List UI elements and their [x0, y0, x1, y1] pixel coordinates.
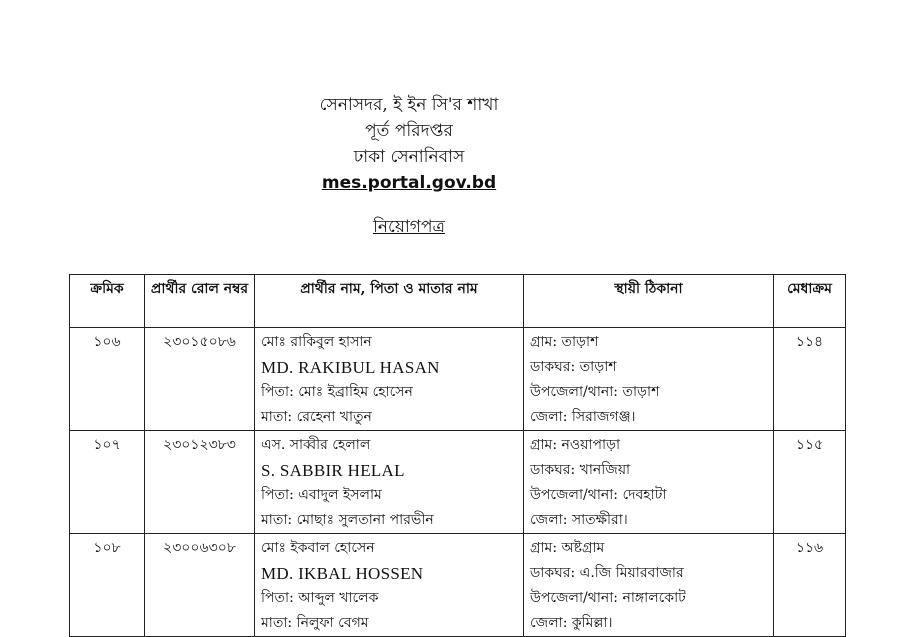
- village: গ্রাম: নওয়াপাড়া: [530, 437, 621, 453]
- upazila: উপজেলা/থানা: দেবহাটা: [530, 487, 667, 503]
- document-title: নিয়োগপত্র: [373, 217, 445, 237]
- candidate-name-en: S. SABBIR HELAL: [261, 461, 405, 480]
- district: জেলা: সিরাজগঞ্জ।: [530, 409, 636, 425]
- portal-link[interactable]: mes.portal.gov.bd: [321, 173, 497, 193]
- merit-cell: ১১৬: [774, 534, 846, 637]
- serial-cell: ১০৮: [70, 534, 145, 637]
- upazila: উপজেলা/থানা: নাঙ্গালকোট: [530, 590, 686, 606]
- village: গ্রাম: তাড়াশ: [530, 334, 599, 350]
- father-name: পিতা: মোঃ ইব্রাহিম হোসেন: [261, 384, 413, 400]
- directorate-name: পূর্ত পরিদপ্তর: [365, 121, 453, 141]
- table-row: [70, 328, 846, 431]
- header-name: প্রার্থীর নাম, পিতা ও মাতার নাম: [255, 275, 524, 328]
- upazila: উপজেলা/থানা: তাড়াশ: [530, 384, 660, 400]
- table-row: [70, 431, 846, 534]
- candidate-name-bn: মোঃ রাকিবুল হাসান: [261, 334, 372, 350]
- office-name: সেনাসদর, ই ইন সি'র শাখা: [319, 95, 499, 115]
- father-name: পিতা: আব্দুল খালেক: [261, 590, 379, 606]
- mother-name: মাতা: নিলুফা বেগম: [261, 615, 369, 631]
- district: জেলা: সাতক্ষীরা।: [530, 512, 628, 528]
- post-office: ডাকঘর: এ.জি মিয়ারবাজার: [530, 565, 684, 581]
- mother-name: মাতা: রেহেনা খাতুন: [261, 409, 372, 425]
- district: জেলা: কুমিল্লা।: [530, 615, 613, 631]
- header-merit: মেধাক্রম: [774, 275, 846, 328]
- candidate-name-en: MD. IKBAL HOSSEN: [261, 564, 424, 583]
- mother-name: মাতা: মোছাঃ সুলতানা পারভীন: [261, 512, 434, 528]
- candidate-name-bn: এস. সাব্বীর হেলাল: [261, 437, 371, 453]
- merit-cell: ১১৫: [774, 431, 846, 534]
- name-cell: [255, 431, 524, 534]
- table-row: [70, 534, 846, 637]
- address-cell: [524, 534, 774, 637]
- merit-cell: ১১৪: [774, 328, 846, 431]
- address-cell: [524, 431, 774, 534]
- table-header-row: [70, 275, 846, 328]
- address-cell: [524, 328, 774, 431]
- post-office: ডাকঘর: তাড়াশ: [530, 359, 617, 375]
- candidate-name-en: MD. RAKIBUL HASAN: [261, 358, 440, 377]
- post-office: ডাকঘর: খানজিয়া: [530, 462, 631, 478]
- header-serial: ক্রমিক: [70, 275, 145, 328]
- serial-cell: ১০৭: [70, 431, 145, 534]
- roll-cell: ২৩০১২৩৮৩: [145, 431, 255, 534]
- candidate-name-bn: মোঃ ইকবাল হোসেন: [261, 540, 375, 556]
- location-name: ঢাকা সেনানিবাস: [353, 147, 465, 167]
- serial-cell: ১০৬: [70, 328, 145, 431]
- header-address: স্থায়ী ঠিকানা: [524, 275, 774, 328]
- roll-cell: ২৩০০৬৩০৮: [145, 534, 255, 637]
- header-roll: প্রার্থীর রোল নম্বর: [145, 275, 255, 328]
- appointment-table: [69, 274, 846, 637]
- father-name: পিতা: এবাদুল ইসলাম: [261, 487, 382, 503]
- name-cell: [255, 328, 524, 431]
- name-cell: [255, 534, 524, 637]
- roll-cell: ২৩০১৫০৮৬: [145, 328, 255, 431]
- document-header: [0, 92, 818, 196]
- village: গ্রাম: অষ্টগ্রাম: [530, 540, 605, 556]
